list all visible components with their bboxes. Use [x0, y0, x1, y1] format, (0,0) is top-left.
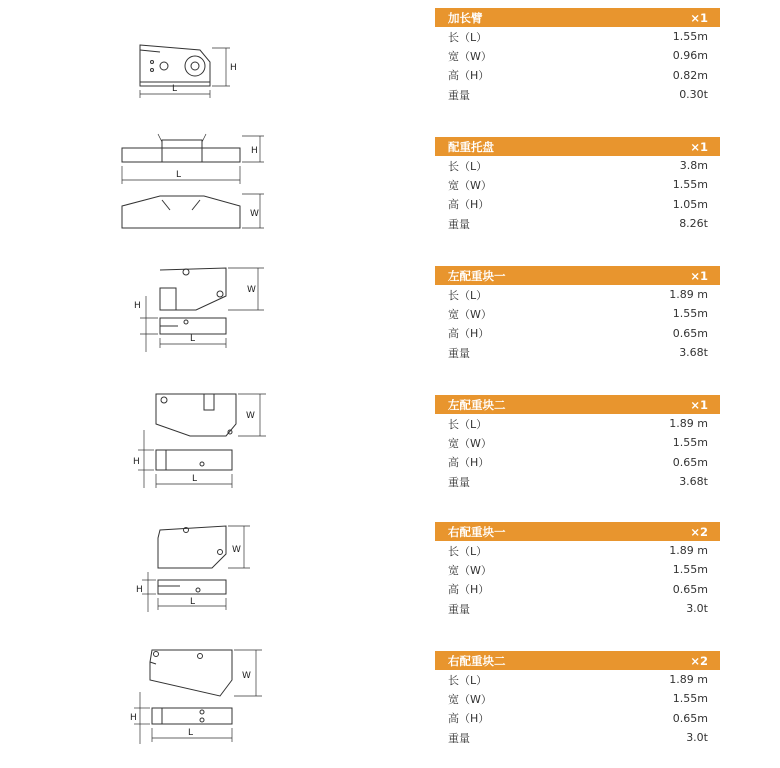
spec-header — [435, 8, 720, 27]
dim-label-w: W — [242, 671, 251, 681]
unit-section-6 — [0, 640, 780, 768]
dim-label-l: L — [192, 474, 198, 484]
dim-label-l: L — [190, 597, 196, 607]
dim-label-h: H — [130, 713, 137, 723]
dim-label-l: L — [190, 334, 196, 344]
spec-table — [435, 137, 720, 233]
unit-qty: ×1 — [690, 10, 708, 25]
dim-label-h: H — [133, 457, 140, 467]
dim-label-w: W — [232, 545, 241, 555]
right-counterweight-2-drawing — [100, 640, 300, 760]
spec-row-height: 高（H） 1.05m — [448, 197, 708, 212]
right-counterweight-1-drawing — [100, 512, 300, 632]
unit-qty: ×2 — [690, 653, 708, 668]
spec-row-length: 长（L） 1.89 m — [448, 288, 708, 302]
spec-table — [435, 522, 720, 618]
spec-table — [435, 266, 720, 362]
spec-header — [435, 651, 720, 670]
dim-label-h: H — [134, 301, 141, 311]
unit-qty: ×1 — [690, 139, 708, 154]
unit-section-1 — [0, 0, 780, 128]
extension-arm-drawing — [100, 0, 300, 120]
spec-row-width: 宽（W） 1.55m — [448, 692, 708, 706]
unit-name: 左配重块一 — [448, 268, 506, 283]
dim-label-w: W — [246, 411, 255, 421]
spec-row-weight: 重量 3.68t — [448, 346, 708, 360]
spec-row-width: 宽（W） 1.55m — [448, 178, 708, 192]
dim-label-l: L — [172, 84, 178, 94]
spec-table — [435, 395, 720, 491]
unit-section-4 — [0, 384, 780, 512]
spec-header — [435, 522, 720, 541]
dim-label-l: L — [176, 170, 182, 180]
dim-label-h: H — [230, 63, 237, 73]
unit-qty: ×1 — [690, 397, 708, 412]
spec-table — [435, 8, 720, 104]
spec-row-length: 长（L） 1.89 m — [448, 417, 708, 431]
unit-section-2 — [0, 128, 780, 256]
spec-row-width: 宽（W） 1.55m — [448, 436, 708, 450]
left-counterweight-2-drawing — [100, 384, 300, 504]
spec-table — [435, 651, 720, 747]
spec-row-length: 长（L） 3.8m — [448, 159, 708, 173]
spec-header — [435, 266, 720, 285]
spec-row-weight: 重量 8.26t — [448, 217, 708, 231]
spec-row-height: 高（H） 0.65m — [448, 326, 708, 341]
dim-label-w: W — [250, 209, 259, 219]
unit-section-5 — [0, 512, 780, 640]
unit-name: 加长臂 — [448, 10, 483, 25]
spec-row-height: 高（H） 0.65m — [448, 711, 708, 726]
unit-name: 配重托盘 — [448, 139, 494, 154]
unit-name: 左配重块二 — [448, 397, 506, 412]
unit-qty: ×2 — [690, 524, 708, 539]
spec-row-length: 长（L） 1.55m — [448, 30, 708, 44]
spec-row-width: 宽（W） 0.96m — [448, 49, 708, 63]
spec-row-weight: 重量 3.0t — [448, 731, 708, 745]
unit-name: 右配重块一 — [448, 524, 506, 539]
dim-label-h: H — [251, 146, 258, 156]
unit-name: 右配重块二 — [448, 653, 506, 668]
spec-row-height: 高（H） 0.65m — [448, 582, 708, 597]
unit-qty: ×1 — [690, 268, 708, 283]
spec-row-width: 宽（W） 1.55m — [448, 307, 708, 321]
spec-row-length: 长（L） 1.89 m — [448, 544, 708, 558]
spec-row-weight: 重量 3.68t — [448, 475, 708, 489]
spec-row-width: 宽（W） 1.55m — [448, 563, 708, 577]
spec-row-weight: 重量 3.0t — [448, 602, 708, 616]
counterweight-tray-drawing — [100, 128, 300, 248]
left-counterweight-1-drawing — [100, 256, 300, 376]
dim-label-l: L — [188, 728, 194, 738]
spec-row-weight: 重量 0.30t — [448, 88, 708, 102]
spec-header — [435, 395, 720, 414]
spec-row-height: 高（H） 0.82m — [448, 68, 708, 83]
dim-label-h: H — [136, 585, 143, 595]
spec-row-height: 高（H） 0.65m — [448, 455, 708, 470]
spec-row-length: 长（L） 1.89 m — [448, 673, 708, 687]
dim-label-w: W — [247, 285, 256, 295]
spec-header — [435, 137, 720, 156]
unit-section-3 — [0, 256, 780, 384]
